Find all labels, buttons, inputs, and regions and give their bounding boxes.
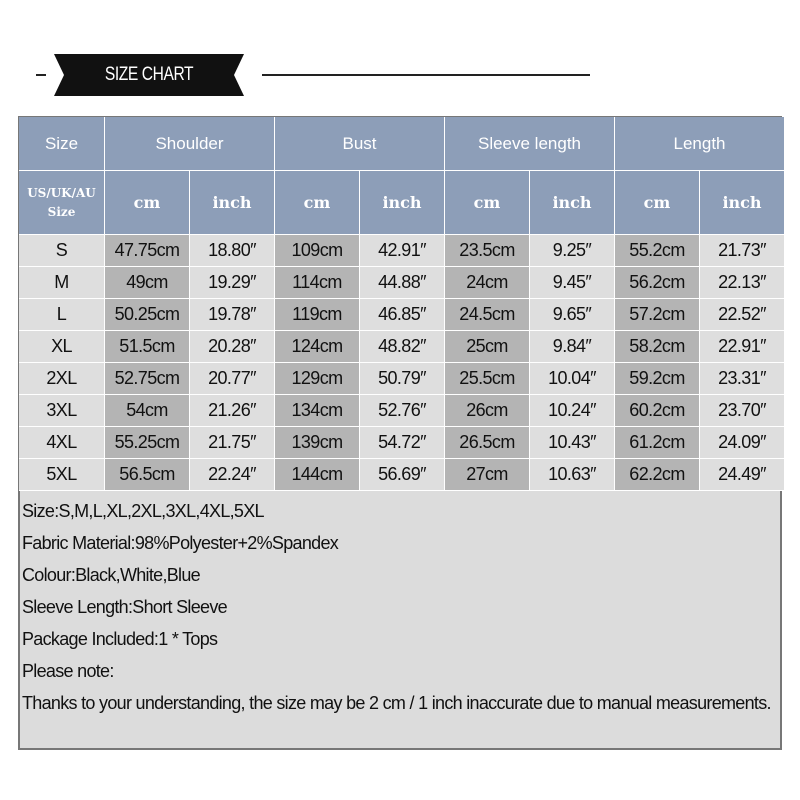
cell-size: L [19,299,105,331]
header-shoulder: Shoulder [105,117,275,171]
cell-bust-inch: 52.76″ [360,395,445,427]
size-chart-banner [0,0,800,110]
cell-bust-inch: 54.72″ [360,427,445,459]
cell-shoulder-inch: 20.77″ [190,363,275,395]
cell-length-inch: 23.31″ [700,363,785,395]
product-notes [22,497,778,721]
note-line: Thanks to your understanding, the size may be 2 cm / 1 inch inaccurate due to manual measurements. [22,693,771,713]
cell-shoulder-inch: 19.78″ [190,299,275,331]
table-row [19,427,785,459]
banner-left-dash [36,74,46,76]
cell-sleeve-inch: 10.04″ [530,363,615,395]
note-line: Sleeve Length:Short Sleeve [22,597,227,617]
cell-sleeve-inch: 10.43″ [530,427,615,459]
banner-right-rule [262,74,590,76]
cell-sleeve-cm: 26cm [445,395,530,427]
cell-length-cm: 61.2cm [615,427,700,459]
note-line: Fabric Material:98%Polyester+2%Spandex [22,533,339,553]
cell-sleeve-cm: 25.5cm [445,363,530,395]
cell-bust-cm: 144cm [275,459,360,491]
cell-length-cm: 56.2cm [615,267,700,299]
cell-bust-cm: 139cm [275,427,360,459]
cell-sleeve-cm: 23.5cm [445,235,530,267]
cell-bust-inch: 46.85″ [360,299,445,331]
cell-shoulder-inch: 21.26″ [190,395,275,427]
cell-sleeve-inch: 9.84″ [530,331,615,363]
cell-bust-cm: 114cm [275,267,360,299]
cell-length-inch: 21.73″ [700,235,785,267]
subheader-sleeve-inch: inch [530,171,615,235]
subheader-length-cm: cm [615,171,700,235]
table-row [19,235,785,267]
cell-length-inch: 24.09″ [700,427,785,459]
note-line: Size:S,M,L,XL,2XL,3XL,4XL,5XL [22,501,264,521]
table-row [19,331,785,363]
subheader-row [19,171,785,235]
cell-length-cm: 62.2cm [615,459,700,491]
cell-shoulder-cm: 47.75cm [105,235,190,267]
cell-bust-inch: 50.79″ [360,363,445,395]
cell-shoulder-cm: 55.25cm [105,427,190,459]
cell-size: S [19,235,105,267]
cell-shoulder-inch: 18.80″ [190,235,275,267]
note-line: Please note: [22,661,114,681]
cell-shoulder-cm: 56.5cm [105,459,190,491]
cell-shoulder-cm: 49cm [105,267,190,299]
cell-shoulder-cm: 54cm [105,395,190,427]
cell-size: XL [19,331,105,363]
subheader-region-label: US/UK/AU [27,185,96,200]
table-row [19,363,785,395]
cell-sleeve-cm: 26.5cm [445,427,530,459]
cell-sleeve-cm: 24cm [445,267,530,299]
cell-bust-cm: 119cm [275,299,360,331]
subheader-shoulder-inch: inch [190,171,275,235]
cell-length-cm: 58.2cm [615,331,700,363]
cell-shoulder-inch: 20.28″ [190,331,275,363]
cell-length-inch: 23.70″ [700,395,785,427]
cell-sleeve-cm: 25cm [445,331,530,363]
subheader-size-label: Size [47,204,76,219]
cell-shoulder-inch: 21.75″ [190,427,275,459]
cell-bust-cm: 124cm [275,331,360,363]
subheader-sleeve-cm: cm [445,171,530,235]
header-length: Length [615,117,785,171]
note-line: Colour:Black,White,Blue [22,565,200,585]
note-line: Package Included:1 * Tops [22,629,218,649]
cell-bust-cm: 109cm [275,235,360,267]
cell-length-inch: 24.49″ [700,459,785,491]
cell-sleeve-inch: 10.63″ [530,459,615,491]
subheader-bust-cm: cm [275,171,360,235]
cell-bust-inch: 42.91″ [360,235,445,267]
banner-title: SIZE CHART [104,64,194,85]
subheader-shoulder-cm: cm [105,171,190,235]
header-sleeve-length: Sleeve length [445,117,615,171]
header-size: Size [19,117,105,171]
cell-bust-inch: 44.88″ [360,267,445,299]
cell-length-inch: 22.91″ [700,331,785,363]
cell-length-cm: 60.2cm [615,395,700,427]
cell-sleeve-cm: 24.5cm [445,299,530,331]
cell-sleeve-inch: 9.25″ [530,235,615,267]
cell-size: 4XL [19,427,105,459]
table-row [19,459,785,491]
subheader-region-size [19,171,105,235]
cell-size: M [19,267,105,299]
cell-sleeve-inch: 9.45″ [530,267,615,299]
size-table-body [19,235,785,491]
cell-shoulder-inch: 19.29″ [190,267,275,299]
cell-length-cm: 57.2cm [615,299,700,331]
header-row [19,117,785,171]
cell-shoulder-inch: 22.24″ [190,459,275,491]
cell-length-inch: 22.13″ [700,267,785,299]
table-row [19,299,785,331]
cell-shoulder-cm: 51.5cm [105,331,190,363]
subheader-length-inch: inch [700,171,785,235]
cell-bust-cm: 129cm [275,363,360,395]
cell-bust-cm: 134cm [275,395,360,427]
cell-shoulder-cm: 50.25cm [105,299,190,331]
header-bust: Bust [275,117,445,171]
cell-length-cm: 55.2cm [615,235,700,267]
subheader-bust-inch: inch [360,171,445,235]
cell-length-cm: 59.2cm [615,363,700,395]
cell-sleeve-cm: 27cm [445,459,530,491]
cell-length-inch: 22.52″ [700,299,785,331]
cell-bust-inch: 48.82″ [360,331,445,363]
cell-shoulder-cm: 52.75cm [105,363,190,395]
cell-bust-inch: 56.69″ [360,459,445,491]
cell-size: 2XL [19,363,105,395]
banner-tag [54,54,244,96]
table-row [19,395,785,427]
cell-sleeve-inch: 10.24″ [530,395,615,427]
cell-sleeve-inch: 9.65″ [530,299,615,331]
size-table [19,117,785,491]
table-row [19,267,785,299]
cell-size: 3XL [19,395,105,427]
cell-size: 5XL [19,459,105,491]
